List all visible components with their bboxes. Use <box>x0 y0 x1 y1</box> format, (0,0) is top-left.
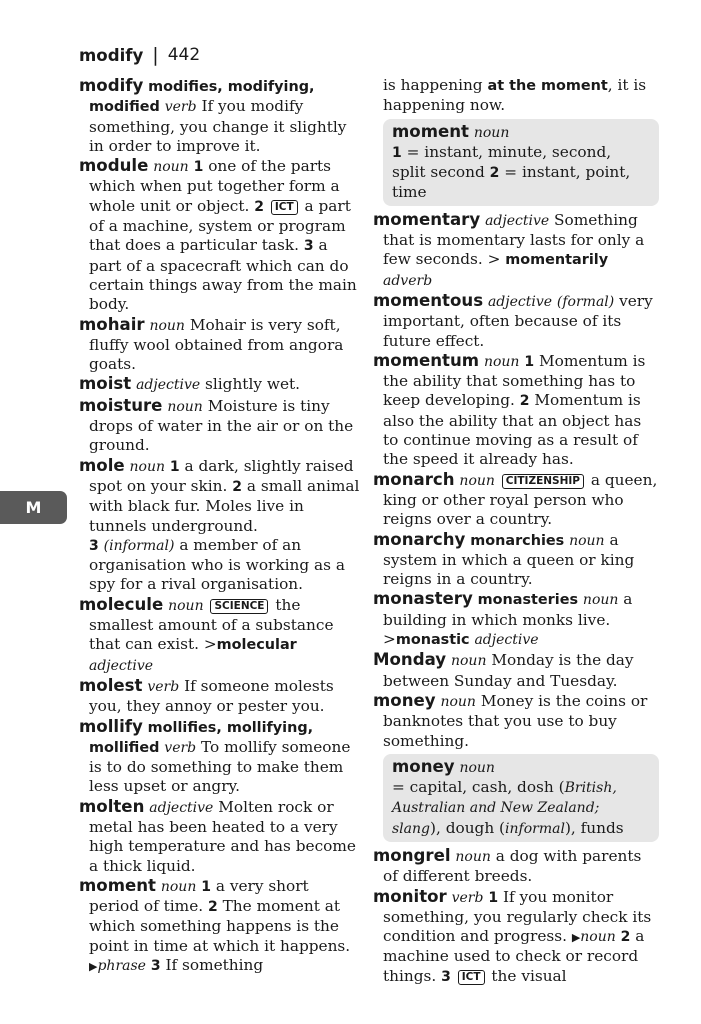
headword: momentum <box>373 350 480 370</box>
sense-number: 3 <box>89 537 99 554</box>
headword: monarch <box>373 469 455 489</box>
derivative-word: molecular <box>216 637 297 654</box>
definition: Momentum is the ability that something has to keep developing. <box>383 351 646 410</box>
part-of-speech: noun <box>483 353 520 370</box>
definition: a small animal with black fur. Moles live in tunnels underground. <box>89 476 360 535</box>
definition: a part of a spacecraft which can do certain things away from the main body. <box>89 236 357 314</box>
sense-number: 2 <box>232 478 243 495</box>
definition: slightly wet. <box>205 375 301 394</box>
entry-moment <box>79 876 363 976</box>
headword: molecule <box>79 594 164 614</box>
entry-monday <box>373 650 659 691</box>
part-of-speech: verb <box>164 99 197 116</box>
sense-number: 2 <box>519 393 530 410</box>
part-of-speech: adverb <box>383 272 433 289</box>
register-label: informal <box>505 820 565 837</box>
definition: the smallest amount of a substance that can exist. <box>89 595 334 654</box>
definition: The moment at which something happens is the point in time at which it happens. <box>89 897 351 955</box>
definition: the visual <box>491 966 567 985</box>
inflections: mollifies, mollifying, mollified <box>89 719 314 756</box>
entry-molest <box>79 676 363 717</box>
definition: a dark, slightly raised spot on your skin. <box>89 456 354 495</box>
part-of-speech: noun <box>455 848 491 865</box>
part-of-speech: noun <box>450 653 487 670</box>
phrase-triangle-icon: ▶ <box>89 960 98 974</box>
headword: molten <box>79 796 145 816</box>
sense-number: 1 <box>392 144 402 161</box>
derivative-word: momentarily <box>505 252 609 269</box>
definition: , it is happening now. <box>383 76 647 115</box>
part-of-speech: noun <box>580 929 616 946</box>
definition: one of the parts which when put together form a whole unit or object. <box>89 157 340 215</box>
subject-label: ICT <box>458 970 485 985</box>
headword: moment <box>79 875 156 895</box>
sense-number: 2 <box>254 198 264 215</box>
part-of-speech: adjective <box>474 632 539 649</box>
part-of-speech: noun <box>440 693 476 710</box>
entry-molecule <box>79 595 363 676</box>
definition: Moisture is tiny drops of water in the air or on the ground. <box>89 396 354 455</box>
headword: mole <box>79 455 125 475</box>
headword: mongrel <box>373 845 451 865</box>
synonym-box-money <box>383 754 659 842</box>
definition: If you monitor something, you regularly check its condition and progress. <box>383 887 652 946</box>
part-of-speech: noun <box>149 317 185 334</box>
part-of-speech: noun <box>569 532 605 549</box>
entry-money <box>373 691 659 751</box>
part-of-speech: adjective <box>149 799 214 816</box>
synonyms: ), dough ( <box>430 818 506 837</box>
sense-number: 2 <box>489 165 500 182</box>
definition: a part of a machine, system or program that does a particular task. <box>89 196 351 255</box>
part-of-speech: noun <box>459 759 495 776</box>
subject-label: ICT <box>271 200 298 215</box>
part-of-speech: adjective <box>485 212 550 229</box>
headword: monarchy <box>373 529 466 549</box>
headword: moisture <box>79 395 163 415</box>
definition: a machine used to check or record things. <box>383 927 645 985</box>
headword: molest <box>79 675 143 695</box>
phrase-label: phrase <box>97 958 146 975</box>
part-of-speech: noun <box>129 458 165 475</box>
register-label: British, Australian and New Zealand; slang <box>392 780 617 837</box>
entry-modify <box>79 76 363 156</box>
entry-mongrel <box>373 846 659 887</box>
register-label: (informal) <box>103 537 175 554</box>
definition: Money is the coins or banknotes that you use to buy something. <box>383 691 648 750</box>
inflections: modifies, modifying, modified <box>89 79 315 116</box>
entry-mollify <box>79 717 363 797</box>
entry-momentary <box>373 210 659 291</box>
sense-number: 2 <box>207 899 218 916</box>
part-of-speech: noun <box>473 124 510 141</box>
phrase-triangle-icon: ▶ <box>571 931 581 945</box>
sense-number: 2 <box>620 929 631 946</box>
running-head <box>79 42 200 68</box>
headword: money <box>373 690 436 710</box>
part-of-speech: noun <box>167 398 203 415</box>
sense-number: 1 <box>169 458 180 475</box>
definition: If you modify something, you change it slightly in order to improve it. <box>89 97 347 155</box>
headword: module <box>79 156 149 176</box>
part-of-speech: verb <box>164 739 197 756</box>
entry-module <box>79 156 363 314</box>
entry-mole <box>79 456 363 595</box>
entry-moisture <box>79 396 363 456</box>
subject-label: CITIZENSHIP <box>502 474 584 489</box>
part-of-speech: adjective <box>89 657 154 674</box>
headword: momentous <box>373 290 484 310</box>
part-of-speech: adjective <box>487 293 553 310</box>
part-of-speech: noun <box>459 472 495 489</box>
definition: Momentum is also the ability that an object has to continue moving as a result of the speed it already has. <box>383 391 642 469</box>
part-of-speech: noun <box>153 159 189 176</box>
page-number: 442 <box>167 45 201 65</box>
headword: modify <box>79 76 144 95</box>
derivative-word: monastic <box>395 632 470 649</box>
headword: Monday <box>373 650 447 670</box>
part-of-speech: verb <box>147 678 180 695</box>
running-head-word: modify <box>79 45 144 65</box>
definition: a dog with parents of different breeds. <box>383 846 642 886</box>
synonyms: = capital, cash, dosh ( <box>392 778 565 797</box>
definition: a building in which monks live. <box>383 590 633 629</box>
running-head-separator: | <box>152 44 159 66</box>
definition: Something that is momentary lasts for only a few seconds. <box>383 210 645 269</box>
headword: monitor <box>373 886 447 906</box>
inflections: monarchies <box>470 532 565 549</box>
synonyms: = instant, point, time <box>392 163 631 202</box>
definition: a queen, king or other royal person who reigns over a country. <box>383 470 658 529</box>
entry-monarch <box>373 470 659 530</box>
sense-number: 3 <box>150 958 161 975</box>
definition: very important, often because of its future effect. <box>383 291 653 350</box>
sense-number: 1 <box>193 159 204 176</box>
headword: mollify <box>79 716 143 736</box>
sense-number: 1 <box>201 878 211 895</box>
part-of-speech: noun <box>160 878 197 895</box>
sense-number: 1 <box>524 353 535 370</box>
definition: a very short period of time. <box>89 876 309 916</box>
part-of-speech: adjective <box>136 377 201 394</box>
definition: Monday is the day between Sunday and Tuesday. <box>383 651 634 690</box>
sense-number: 3 <box>441 968 451 985</box>
entry-mohair <box>79 315 363 375</box>
letter-thumb-tab: M <box>0 491 67 524</box>
entry-momentum <box>373 351 659 470</box>
synonym-box-moment <box>383 119 659 206</box>
headword: mohair <box>79 314 145 334</box>
derivative-arrow: > <box>383 630 396 649</box>
sense-number: 1 <box>488 889 499 906</box>
derivative-arrow: > <box>203 635 217 654</box>
subject-label: SCIENCE <box>210 599 268 614</box>
entry-moment-continued <box>373 76 659 116</box>
inflections: monasteries <box>477 592 579 609</box>
definition: a system in which a queen or king reigns in a country. <box>383 530 635 589</box>
synonyms: = instant, minute, second, split second <box>392 142 612 182</box>
part-of-speech: noun <box>168 597 204 614</box>
derivative-arrow: > <box>487 250 501 269</box>
part-of-speech: noun <box>582 592 619 609</box>
definition: To mollify someone is to do something to make them less upset or angry. <box>89 737 351 796</box>
definition: is happening <box>383 76 483 94</box>
entry-monastery <box>373 589 659 650</box>
register-label: (formal) <box>556 293 615 310</box>
phrase: at the moment <box>487 78 608 94</box>
definition: If something <box>165 956 264 975</box>
headword: momentary <box>373 209 481 229</box>
box-headword: money <box>392 756 455 776</box>
entry-momentous <box>373 291 659 351</box>
synonyms: ), funds <box>564 818 624 837</box>
headword: moist <box>79 374 132 394</box>
right-column <box>373 76 659 987</box>
entry-molten <box>79 797 363 876</box>
headword: monastery <box>373 589 473 609</box>
entry-moist <box>79 374 363 395</box>
left-column <box>79 76 363 976</box>
definition: Mohair is very soft, fluffy wool obtained from angora goats. <box>89 315 344 374</box>
box-headword: moment <box>392 121 469 141</box>
definition: If someone molests you, they annoy or pester you. <box>89 676 334 716</box>
sense-number: 3 <box>303 238 314 255</box>
definition: a member of an organisation who is working as a spy for a rival organisation. <box>89 535 345 594</box>
definition: Molten rock or metal has been heated to a very high temperature and has become a thick liquid. <box>89 797 356 875</box>
entry-monitor <box>373 887 659 987</box>
part-of-speech: verb <box>451 889 484 906</box>
entry-monarchy <box>373 530 659 590</box>
